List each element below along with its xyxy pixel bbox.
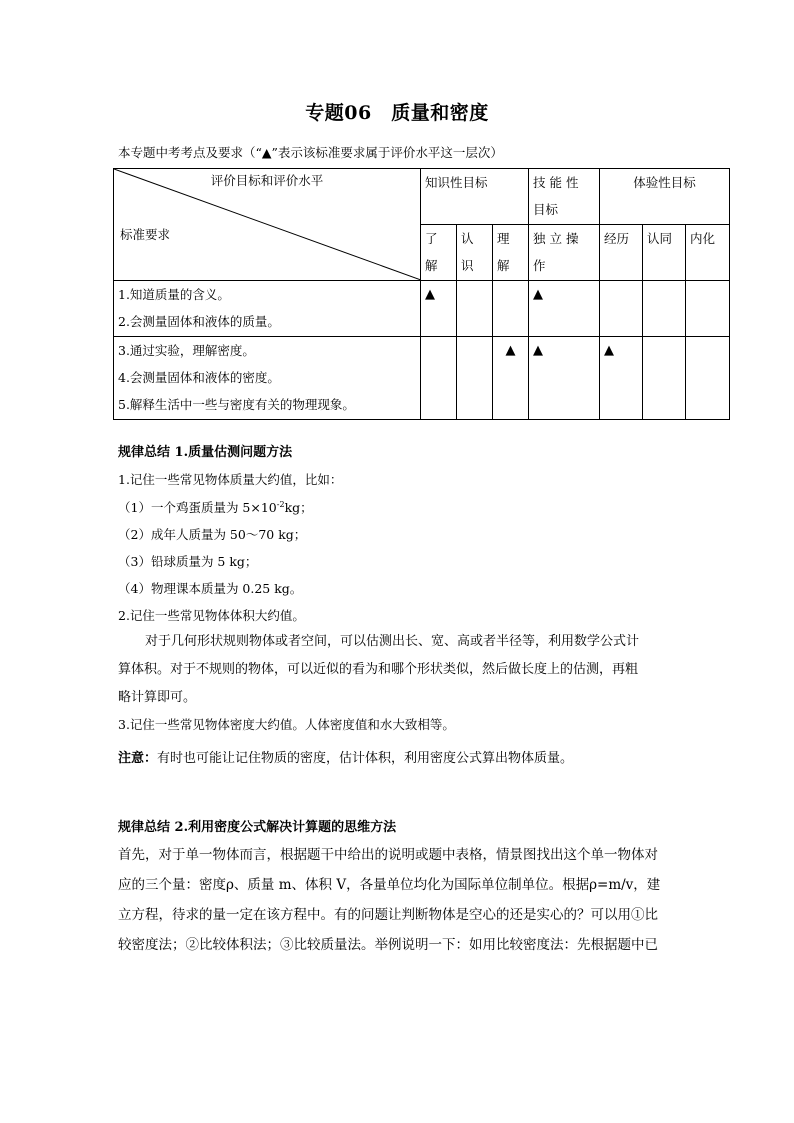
sub-renshi-1: 认 — [461, 231, 474, 246]
header-skill-line2: 目标 — [533, 202, 559, 217]
corner-bottom-label: 标准要求 — [120, 227, 171, 242]
section1-p7-l3: 略计算即可。 — [118, 690, 197, 705]
row1-rentong-cell — [643, 281, 686, 337]
sub-renshi-2: 识 — [461, 258, 474, 273]
row1-standards — [114, 281, 421, 337]
header-experience — [600, 169, 730, 225]
row1-renshi-cell — [457, 281, 493, 337]
section2-l1: 首先，对于单一物体而言，根据题干中给出的说明或题中表格，情景图找出这个单一物体对 — [118, 847, 658, 863]
row2-liaojie-cell — [421, 337, 457, 420]
section2-l2: 应的三个量：密度ρ、质量 m、体积 V，各量单位均化为国际单位制单位。根据ρ=m/v，建 — [118, 877, 661, 893]
row2-standards — [114, 337, 421, 420]
row2-neihua-cell — [686, 337, 730, 420]
row2-item1: 3.通过实验，理解密度。 — [118, 343, 255, 358]
row2-item3: 5.解释生活中一些与密度有关的物理现象。 — [118, 397, 355, 412]
sub-jingli: 经历 — [600, 225, 643, 281]
note-label: 注意： — [118, 751, 158, 766]
sub-liaojie-2: 解 — [425, 258, 438, 273]
section2-body — [118, 840, 678, 960]
row1-jingli-cell — [600, 281, 643, 337]
sub-renshi — [457, 225, 493, 281]
section1-p1: 1.记住一些常见物体质量大约值，比如： — [118, 472, 343, 487]
row2-lijie-mark: ▲ — [493, 337, 529, 420]
sub-lijie-1: 理 — [497, 231, 510, 246]
row1-lijie-cell — [493, 281, 529, 337]
section1-note — [118, 747, 573, 766]
section1-p7-l2: 算体积。对于不规则的物体，可以近似的看为和哪个形状类似，然后做长度上的估测，再粗 — [118, 662, 639, 677]
note-text: 有时也可能让记住物质的密度，估计体积，利用密度公式算出物体质量。 — [157, 751, 574, 766]
header-knowledge — [421, 169, 529, 225]
sub-duli-2: 作 — [533, 258, 546, 273]
row1-duli-mark: ▲ — [529, 281, 600, 337]
page-title: 专题06 质量和密度 — [305, 102, 489, 124]
row2-rentong-cell — [643, 337, 686, 420]
table-corner-cell — [114, 169, 421, 281]
section1-p7 — [118, 628, 678, 712]
row2-item2: 4.会测量固体和液体的密度。 — [118, 370, 280, 385]
section1-p8: 3.记住一些常见物体密度大约值。人体密度值和水大致相等。 — [118, 717, 455, 732]
header-knowledge-label: 知识性目标 — [425, 175, 488, 190]
sub-lijie — [493, 225, 529, 281]
section1-p7-l1: 对于几何形状规则物体或者空间，可以估测出长、宽、高或者半径等，利用数学公式计 — [145, 634, 640, 649]
sub-neihua: 内化 — [686, 225, 730, 281]
header-skill-line1: 技 能 性 — [533, 175, 579, 190]
sub-duli — [529, 225, 600, 281]
sub-liaojie-1: 了 — [425, 231, 438, 246]
row2-renshi-cell — [457, 337, 493, 420]
section1-p3: （2）成年人质量为 50～70 kg； — [118, 527, 307, 542]
header-experience-label: 体验性目标 — [633, 175, 696, 190]
section1-p6: 2.记住一些常见物体体积大约值。 — [118, 608, 305, 623]
corner-top-label: 评价目标和评价水平 — [210, 173, 324, 188]
sub-duli-1: 独 立 操 — [533, 231, 579, 246]
section2-heading: 规律总结 2.利用密度公式解决计算题的思维方法 — [118, 820, 397, 835]
section1-p2-post: kg； — [284, 500, 313, 515]
row1-item1: 1.知道质量的含义。 — [118, 287, 230, 302]
section1-p2-sup: -2 — [276, 499, 285, 509]
row2-jingli-mark: ▲ — [600, 337, 643, 420]
row2-duli-mark: ▲ — [529, 337, 600, 420]
row1-neihua-cell — [686, 281, 730, 337]
section2-l3: 立方程，待求的量一定在该方程中。有的问题让判断物体是空心的还是实心的？可以用①比 — [118, 907, 658, 923]
sub-liaojie — [421, 225, 457, 281]
row1-liaojie-mark: ▲ — [421, 281, 457, 337]
section1-p2 — [118, 498, 313, 516]
intro-text: 本专题中考考点及要求（“▲”表示该标准要求属于评价水平这一层次） — [118, 145, 503, 160]
header-skill — [529, 169, 600, 225]
requirements-table — [113, 168, 730, 420]
row1-item2: 2.会测量固体和液体的质量。 — [118, 314, 280, 329]
section1-p4: （3）铅球质量为 5 kg； — [118, 554, 258, 569]
section1-heading: 规律总结 1.质量估测问题方法 — [118, 445, 293, 460]
section1-p2-pre: （1）一个鸡蛋质量为 5×10 — [118, 500, 277, 515]
sub-lijie-2: 解 — [497, 258, 510, 273]
sub-rentong: 认同 — [643, 225, 686, 281]
section2-l4: 较密度法；②比较体积法；③比较质量法。举例说明一下：如用比较密度法：先根据题中已 — [118, 937, 658, 953]
section1-p5: （4）物理课本质量为 0.25 kg。 — [118, 581, 303, 596]
